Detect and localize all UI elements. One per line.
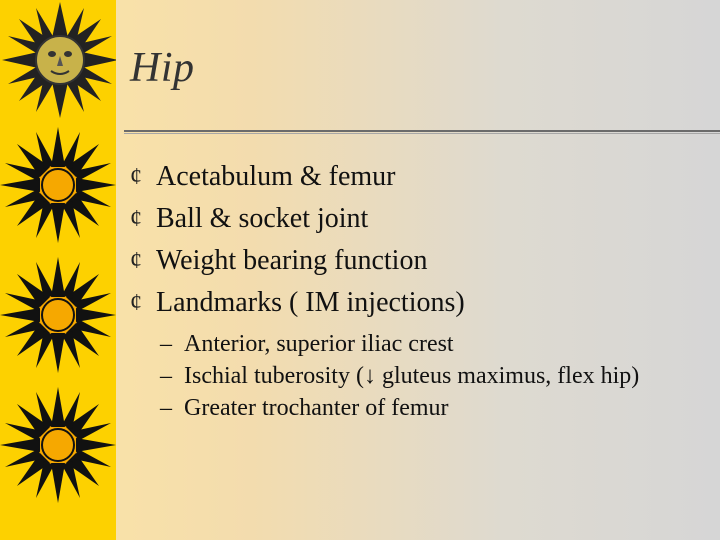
bullet-item xyxy=(130,156,710,198)
sub-bullet-text: Ischial tuberosity (↓ gluteus maximus, flex hip) xyxy=(184,363,640,389)
sub-bullet-item xyxy=(160,392,700,424)
bullet-marker: ¢ xyxy=(130,248,142,274)
bullet-list xyxy=(130,156,710,324)
bullet-text: Acetabulum & femur xyxy=(156,161,396,192)
title-divider xyxy=(124,130,720,135)
bullet-item xyxy=(130,282,710,324)
sub-bullet-dash: – xyxy=(160,395,172,421)
bullet-marker: ¢ xyxy=(130,290,142,316)
slide-title: Hip xyxy=(130,45,195,91)
sun-icon xyxy=(0,257,116,373)
sub-bullet-dash: – xyxy=(160,331,172,357)
bullet-text: Landmarks ( IM injections) xyxy=(156,287,465,318)
sun-decorations xyxy=(0,0,116,540)
sub-bullet-item xyxy=(160,328,700,360)
sub-bullet-dash: – xyxy=(160,363,172,389)
sub-bullet-text: Greater trochanter of femur xyxy=(184,395,449,421)
bullet-text: Ball & socket joint xyxy=(156,203,369,234)
bullet-marker: ¢ xyxy=(130,164,142,190)
sun-face-icon xyxy=(2,2,116,118)
sub-bullet-text: Anterior, superior iliac crest xyxy=(184,331,454,357)
bullet-text: Weight bearing function xyxy=(156,245,428,276)
sub-bullet-item xyxy=(160,360,700,392)
bullet-item xyxy=(130,240,710,282)
bullet-marker: ¢ xyxy=(130,206,142,232)
sun-icon xyxy=(0,127,116,243)
sun-icon xyxy=(0,387,116,503)
sub-bullet-list xyxy=(160,328,700,424)
bullet-item xyxy=(130,198,710,240)
decorative-sidebar xyxy=(0,0,116,540)
